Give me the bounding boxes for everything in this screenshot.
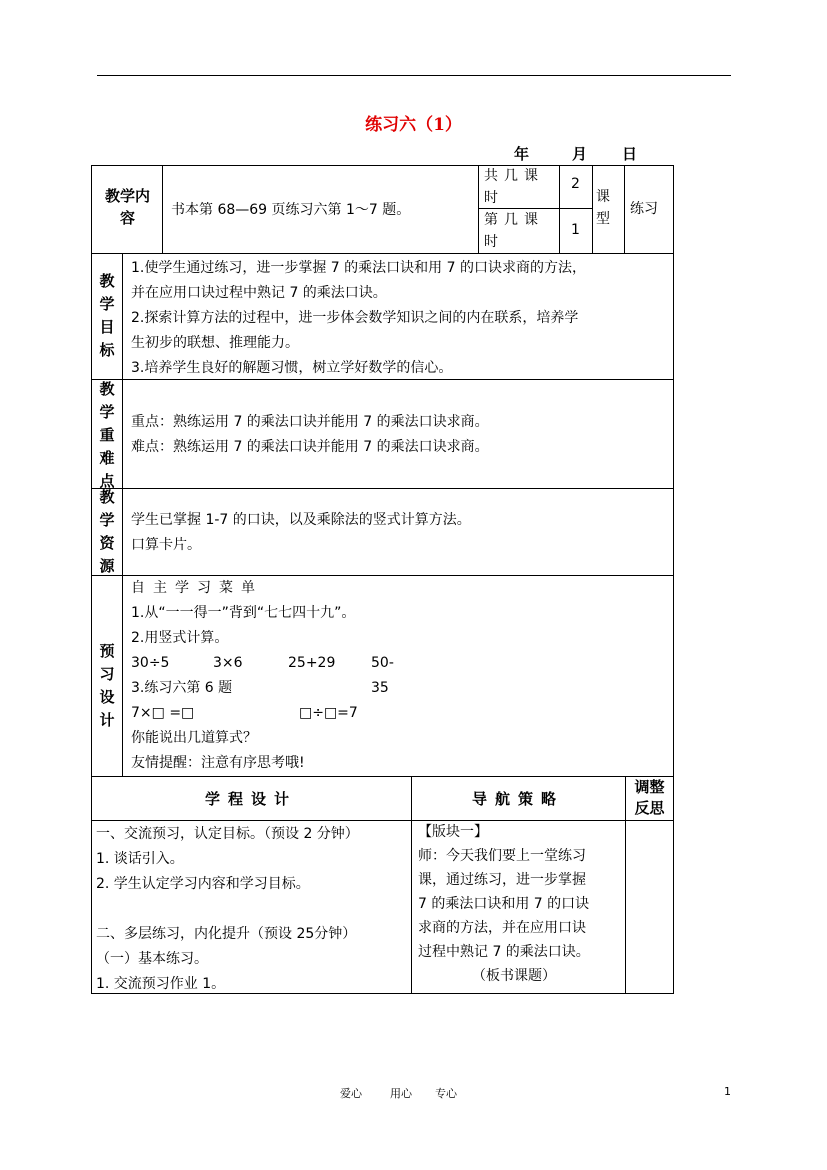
resources-label: 教 学 资 源 xyxy=(99,488,115,575)
process-steps: 一、交流预习，认定目标。（预设 2 分钟） 1. 谈话引入。 2. 学生认定学习内容和学习目标。 二、多层练习，内化提升（预设 25分钟） （一）基本练习。 1. 交流预习作业 1。 xyxy=(96,826,359,992)
process-col1-header: 学程设计 xyxy=(204,790,297,808)
footer-motto-1: 爱心 xyxy=(340,1087,362,1100)
footer-motto-3: 专心 xyxy=(435,1087,457,1100)
date-month: 月 xyxy=(572,145,588,163)
resources-text: 学生已掌握 1-7 的口诀，以及乘除法的竖式计算方法。 口算卡片。 xyxy=(131,512,471,553)
total-hours-value: 2 xyxy=(571,176,580,192)
current-hour-value: 1 xyxy=(571,222,580,238)
top-rule xyxy=(97,75,731,76)
page-number: 1 xyxy=(724,1085,731,1098)
content-text: 书本第 68—69 页练习六第 1～7 题。 xyxy=(171,202,411,218)
preview-label: 预 习 设 计 xyxy=(99,642,115,729)
content-label: 教学内容 xyxy=(104,187,150,227)
goals-label: 教 学 目 标 xyxy=(99,272,115,359)
page-title: 练习六（1） xyxy=(365,115,462,135)
lesson-type-value: 练习 xyxy=(630,201,658,217)
date-year: 年 xyxy=(514,145,530,163)
preview-calcs: 30÷5 3×6 25+29 50-35 xyxy=(131,655,394,696)
lesson-type-label: 课型 xyxy=(596,189,610,227)
keypoints-text: 重点：熟练运用 7 的乘法口诀并能用 7 的乘法口诀求商。 难点：熟练运用 7 的乘法口诀并能用 7 的乘法口诀求商。 xyxy=(131,414,489,455)
current-hour-label: 第几课时 xyxy=(484,212,544,250)
goals-text: 1.使学生通过练习，进一步掌握 7 的乘法口诀和用 7 的口诀求商的方法， 并在应用口诀过程中熟记 7 的乘法口诀。 2.探索计算方法的过程中，进一步体会数学知识之间的内在联系，培养学 生初步的联想、推理能力。 3.培养学生良好的解题习惯，树立学好数学的信心。 xyxy=(131,260,586,376)
process-strategy: 【版块一】 师：今天我们要上一堂练习 课，通过练习，进一步掌握 7 的乘法口诀和用 7 的口诀 求商的方法，并在应用口诀 过程中熟记 7 的乘法口诀。 （板书课题） xyxy=(418,824,590,984)
keypoints-label: 教 学 重 难 点 xyxy=(99,380,115,490)
preview-text: 自主学习菜单 1.从“一一得一”背到“七七四十九”。 2.用竖式计算。 30÷5 3×6 25+29 50-35 3.练习六第 6 题 7×□ =□ □÷□=7 你能说出几道算式？ 友情提醒：注意有序思考哦! xyxy=(131,576,355,776)
preview-equations: 7×□ =□ □÷□=7 xyxy=(131,705,358,721)
process-col2-header: 导航策略 xyxy=(471,790,564,808)
total-hours-label: 共几课时 xyxy=(484,168,544,206)
footer-motto-2: 用心 xyxy=(390,1087,412,1100)
date-day: 日 xyxy=(622,145,638,163)
process-col3-header: 调整 反思 xyxy=(634,778,665,817)
preview-menu-title: 自主学习菜单 xyxy=(131,580,263,596)
